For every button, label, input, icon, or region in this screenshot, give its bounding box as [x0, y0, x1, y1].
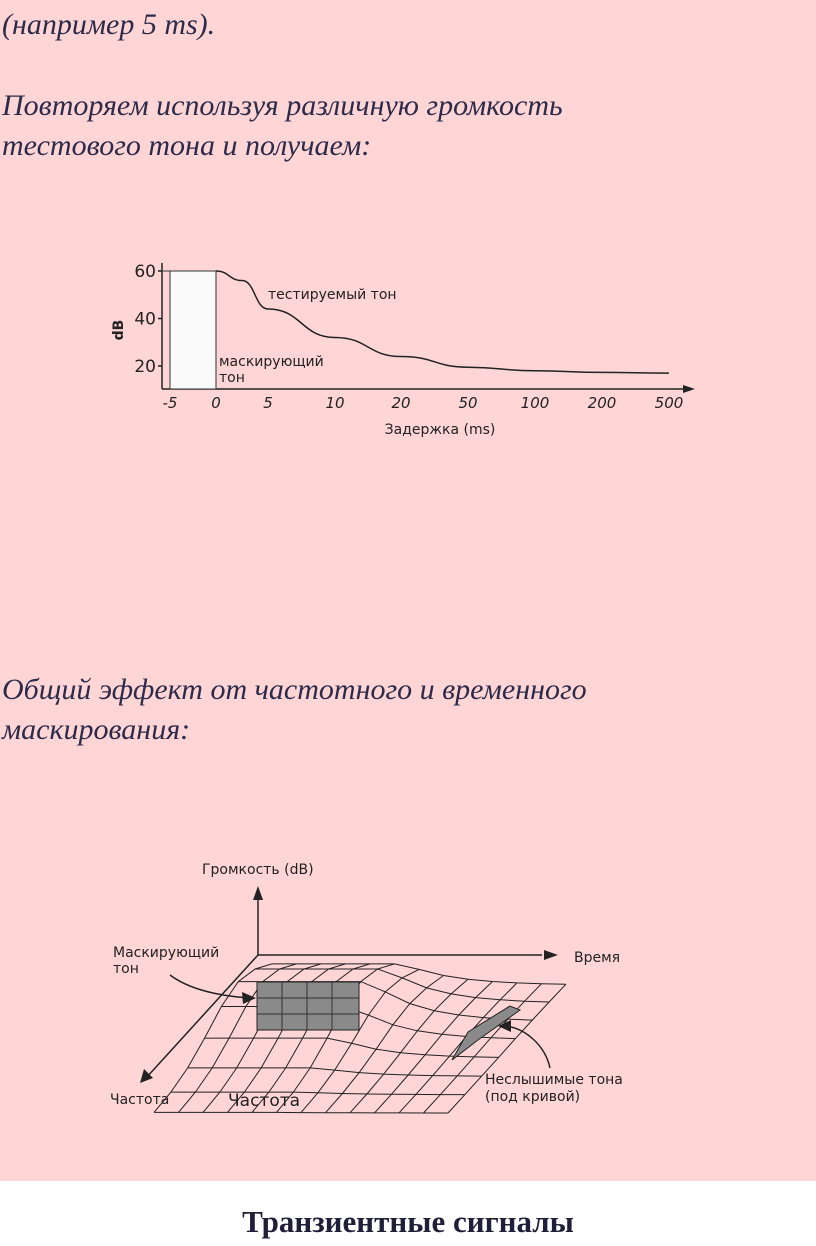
- time-axis-label: Время: [574, 950, 621, 966]
- x-tick-label: 100: [520, 394, 550, 412]
- inaudible-pointer: [505, 1026, 550, 1068]
- paragraph-line: (например 5 ms).: [2, 8, 216, 41]
- x-axis-label: Задержка (ms): [384, 422, 496, 438]
- footer-title: Транзиентные сигналы: [242, 1204, 574, 1239]
- masker-pointer: [170, 975, 250, 998]
- time-axis-arrow: [544, 950, 558, 960]
- x-tick-label: -5: [162, 394, 178, 412]
- x-tick-label: 200: [587, 394, 617, 412]
- frequency-axis-label: Частота: [110, 1092, 170, 1108]
- paragraph-line: тестового тона и получаем:: [2, 129, 372, 162]
- x-tick-label: 0: [211, 394, 221, 412]
- x-tick-label: 5: [263, 394, 273, 412]
- loudness-axis-label: Громкость (dB): [202, 862, 314, 878]
- frequency-axis-arrow: [140, 1069, 153, 1083]
- inaudible-annotation: (под кривой): [485, 1089, 581, 1105]
- y-tick-label: 60: [134, 262, 156, 282]
- x-tick-label: 500: [654, 394, 684, 412]
- y-axis-label: dB: [111, 319, 127, 341]
- x-tick-label: 20: [391, 394, 411, 412]
- paragraph-line: Общий эффект от частотного и временного: [2, 673, 587, 706]
- x-tick-label: 10: [325, 394, 345, 412]
- x-tick-label: 50: [458, 394, 478, 412]
- surface-grid-line: [350, 979, 468, 1113]
- masker-block: [257, 982, 359, 1030]
- y-tick-label: 40: [134, 309, 156, 330]
- inaudible-annotation: Неслышимые тона: [485, 1072, 623, 1088]
- masker-annotation: Маскирующий: [113, 945, 220, 961]
- frequency-axis-label-large: Частота: [228, 1091, 301, 1111]
- masker-label: тон: [219, 370, 245, 386]
- loudness-axis-arrow: [253, 886, 263, 900]
- paragraph-line: Повторяем используя различную громкость: [2, 89, 563, 122]
- masker-label: маскирующий: [219, 354, 324, 370]
- paragraph-line: маскирования:: [2, 713, 191, 746]
- masker-annotation: тон: [113, 961, 139, 977]
- curve-annotation: тестируемый тон: [268, 287, 397, 303]
- surface-grid-line: [375, 982, 493, 1113]
- y-tick-label: 20: [134, 357, 156, 377]
